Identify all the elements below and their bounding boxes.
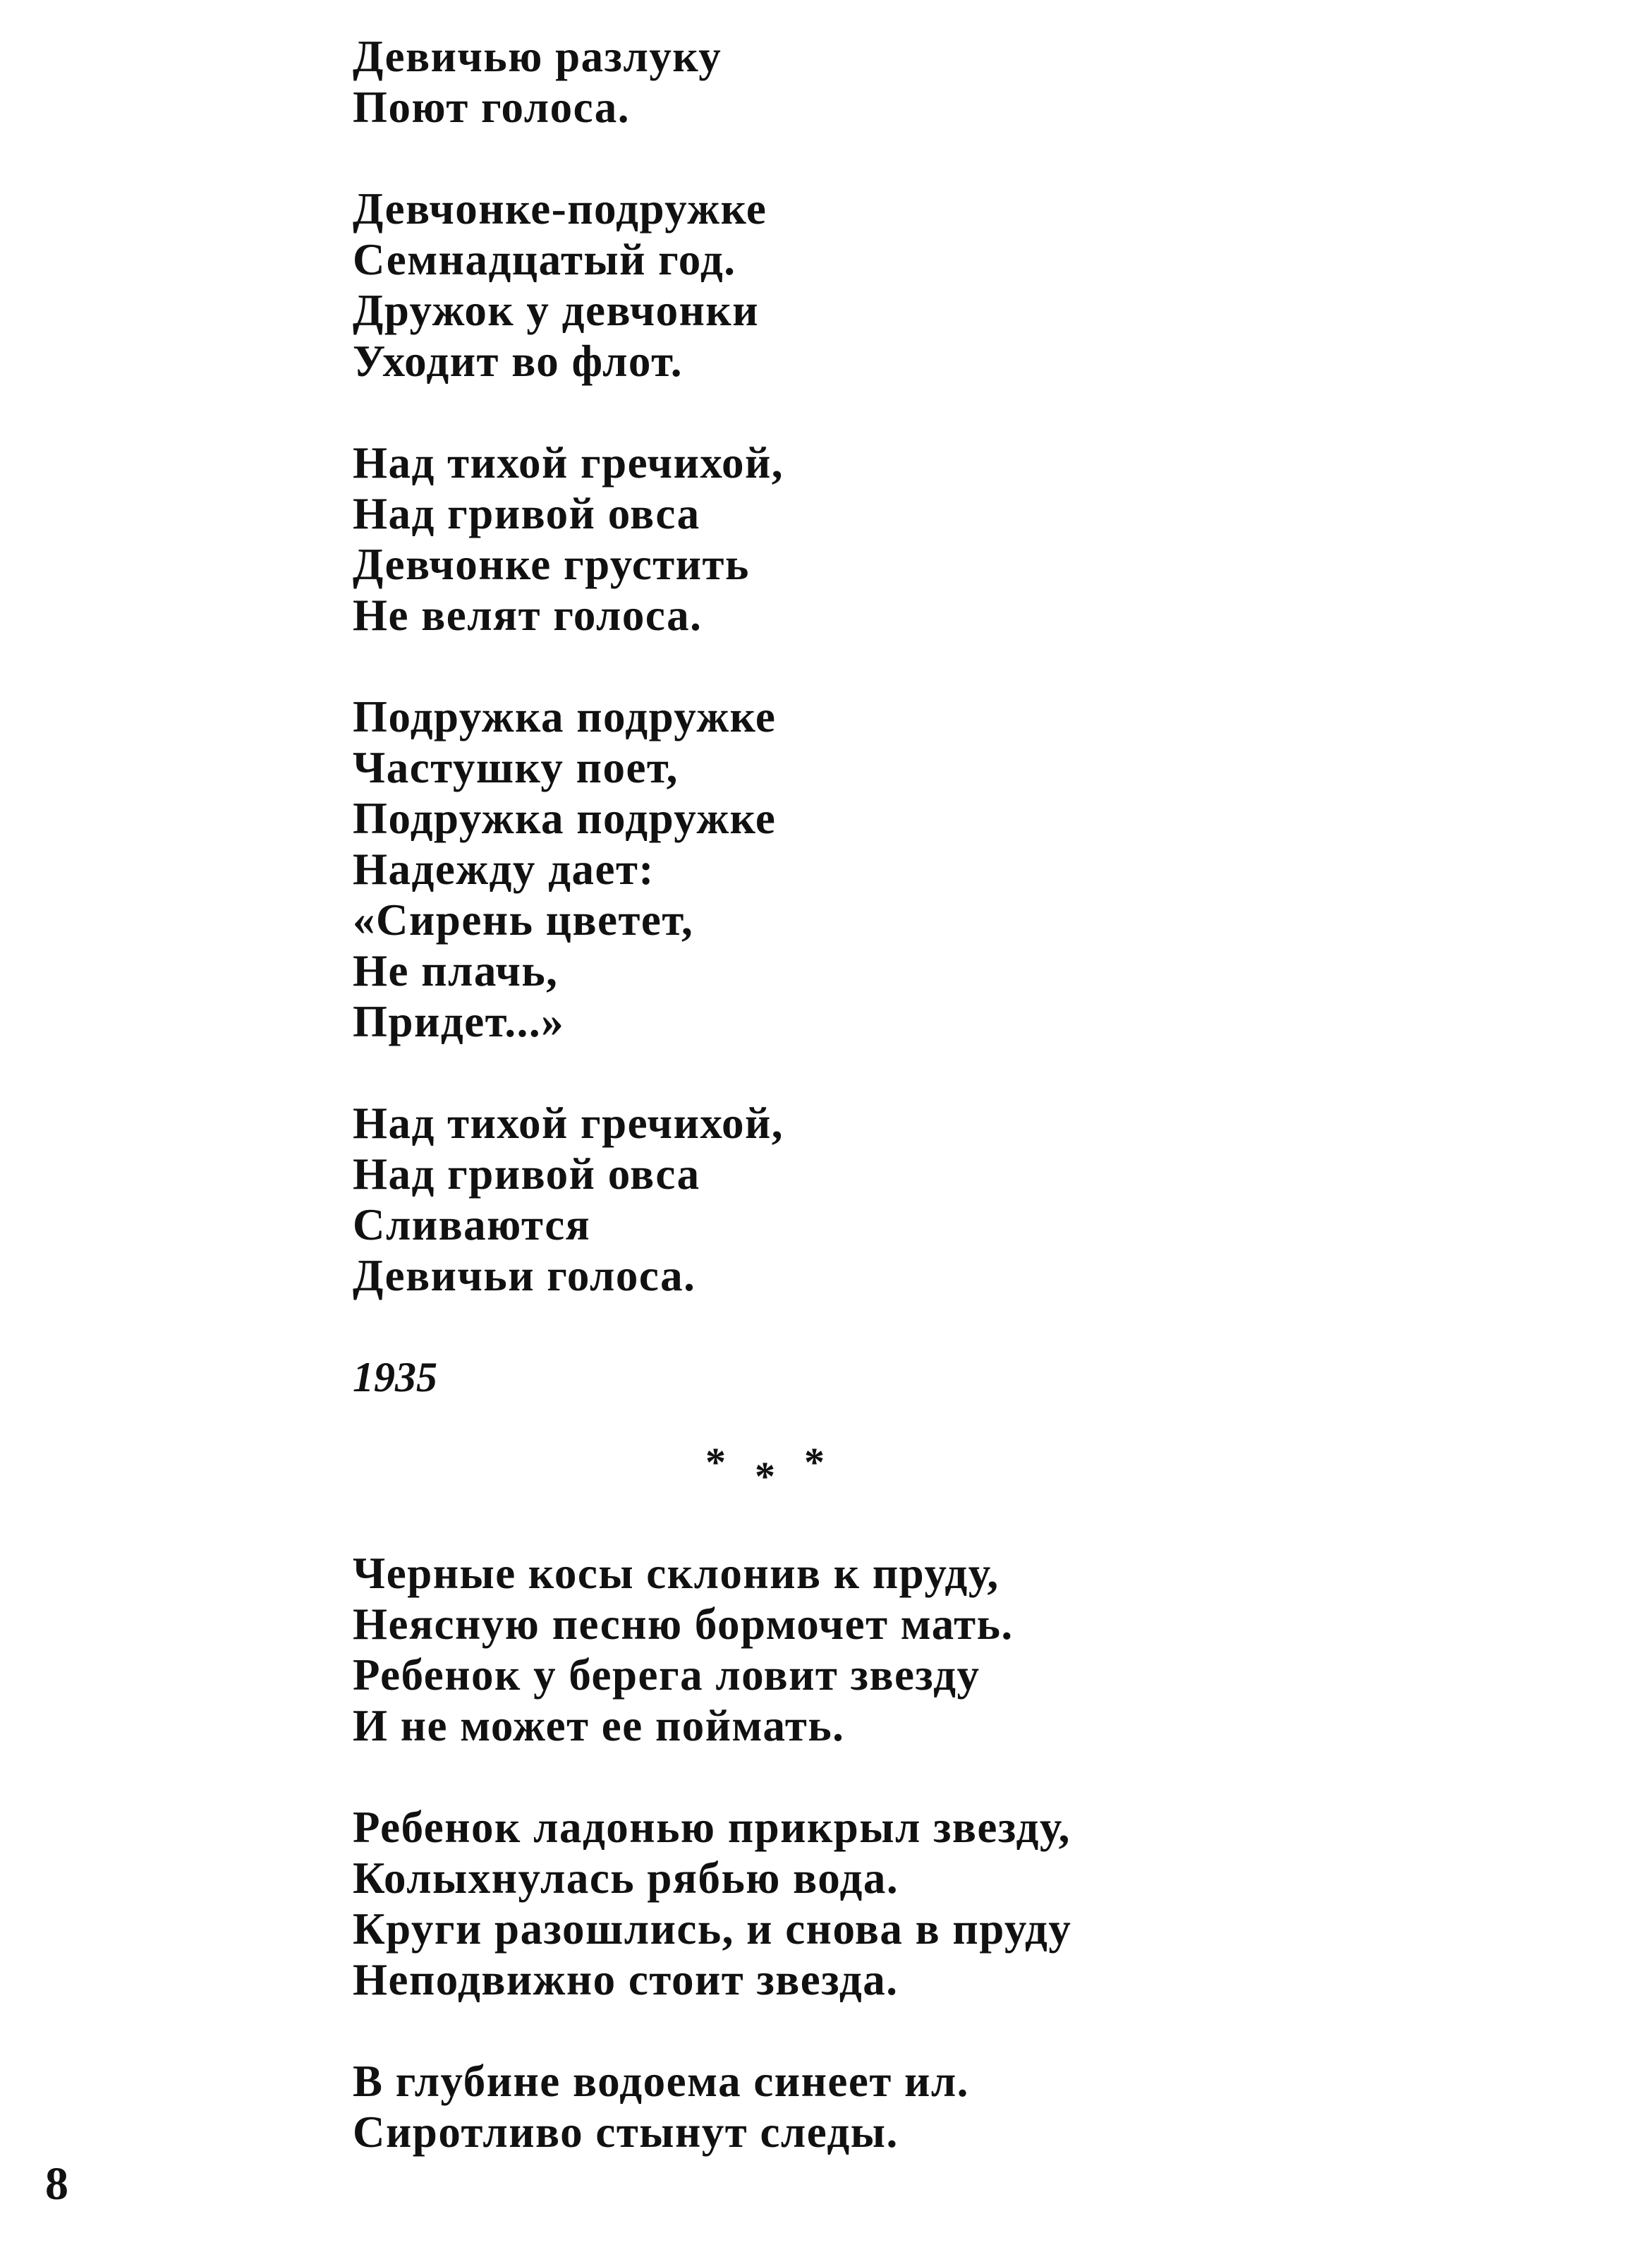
verse-line: Колыхнулась рябью вода. <box>353 1853 899 1903</box>
verse-line: Черные косы склонив к пруду, <box>353 1549 1000 1598</box>
verse-line: Поют голоса. <box>353 83 631 132</box>
stanza <box>353 691 1594 1047</box>
asterisk-icon: * <box>804 1439 825 1485</box>
verse-line: «Сирень цветет, <box>353 895 694 945</box>
verse-line: Сливаются <box>353 1200 591 1249</box>
verse-line: Сиротливо стынут следы. <box>353 2107 899 2157</box>
verse-line: Неясную песню бормочет мать. <box>353 1599 1014 1649</box>
verse-line: Неподвижно стоит звезда. <box>353 1955 899 2004</box>
stanza <box>353 1548 1594 1751</box>
verse-line: И не может ее поймать. <box>353 1701 845 1750</box>
stanza <box>353 183 1594 387</box>
verse-line: Над тихой гречихой, <box>353 1098 784 1148</box>
stanza <box>353 31 1594 133</box>
asterisk-icon: * <box>705 1439 726 1485</box>
verse-line: Подружка подружке <box>353 692 777 741</box>
verse-line: Девичьи голоса. <box>353 1251 696 1300</box>
verse-line: Подружка подружке <box>353 794 777 843</box>
verse-line: Надежду дает: <box>353 845 655 894</box>
asterism-separator <box>353 1428 1594 1506</box>
verse-line: Над гривой овса <box>353 1149 700 1199</box>
verse-line: Ребенок у берега ловит звезду <box>353 1650 980 1700</box>
verse-line: Девичью разлуку <box>353 32 722 81</box>
verse-line: Над тихой гречихой, <box>353 438 784 488</box>
verse-line: Ребенок ладонью прикрыл звезду, <box>353 1803 1071 1852</box>
verse-line: В глубине водоема синеет ил. <box>353 2057 969 2106</box>
stanza <box>353 1802 1594 2005</box>
verse-line: Не плачь, <box>353 946 559 995</box>
stanza <box>353 2056 1594 2157</box>
verse-line: Частушку поет, <box>353 743 679 792</box>
verse-line: Уходит во флот. <box>353 337 684 386</box>
verse-line: Придет...» <box>353 997 565 1046</box>
asterisk-icon: * <box>755 1453 775 1499</box>
verse-line: Семнадцатый год. <box>353 235 736 284</box>
verse-line: Девчонке-подружке <box>353 184 767 234</box>
verse-line: Девчонке грустить <box>353 540 750 589</box>
verse-line: Круги разошлись, и снова в пруду <box>353 1904 1072 1954</box>
text-column <box>353 31 1594 2208</box>
stanza <box>353 1098 1594 1301</box>
page-number: 8 <box>45 2158 68 2210</box>
verse-line: Дружок у девчонки <box>353 286 760 335</box>
verse-line: Над гривой овса <box>353 489 700 538</box>
stanza <box>353 437 1594 641</box>
verse-line: Не велят голоса. <box>353 591 703 640</box>
poem-2 <box>353 1548 1594 2157</box>
poem-date: 1935 <box>353 1354 437 1400</box>
poem-1 <box>353 31 1594 1403</box>
